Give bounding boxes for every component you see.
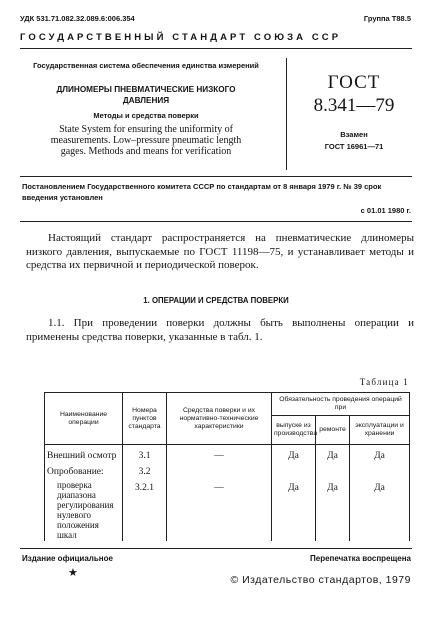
table-caption: Таблица 1 xyxy=(359,377,409,387)
star-mark: ★ xyxy=(68,567,78,579)
header-clause: Номера пунктов стандарта xyxy=(123,393,167,445)
header-operation: эксплуатации и хранении xyxy=(350,416,410,445)
decree-rule-bottom xyxy=(20,221,412,222)
header-name: Наименование операции xyxy=(45,393,123,445)
gost-label: ГОСТ xyxy=(327,72,381,93)
table-row xyxy=(45,479,410,541)
cell-repair: Да xyxy=(316,479,350,541)
cell-clause: 3.2 xyxy=(123,463,167,479)
decree-date: с 01.01 1980 г. xyxy=(360,206,411,215)
cell-repair xyxy=(316,463,350,479)
cell-means: — xyxy=(167,479,272,541)
header-mandatory: Обязательность проведения операций при xyxy=(272,393,410,416)
replaces-standard: ГОСТ 16961—71 xyxy=(324,142,384,151)
decree-text: Постановлением Государственного комитета СССР по стандартам от 8 января 1979 г. № 39 срок введения установлен xyxy=(22,182,382,202)
udc-code: УДК 531.71.082.32.089.6:006.354 xyxy=(20,14,135,23)
cell-means: — xyxy=(167,445,272,464)
group-code: Группа Т88.5 xyxy=(363,14,411,23)
cell-name: Внешний осмотр xyxy=(45,445,123,464)
header-repair: ремонте xyxy=(316,416,350,445)
gost-number: 8.341—79 xyxy=(313,95,395,116)
title-divider xyxy=(286,58,287,170)
cell-clause: 3.2.1 xyxy=(123,479,167,541)
cell-release xyxy=(272,463,316,479)
replaces-label: Взамен xyxy=(340,130,368,139)
cell-operation xyxy=(350,463,410,479)
english-title: State System for ensuring the uniformity of measurements. Low–pressure pneumatic length gages. Methods and means for verification xyxy=(50,124,242,157)
cell-release: Да xyxy=(272,445,316,464)
section-paragraph: 1.1. При проведении поверки должны быть выполнены операции и применены средства поверки, указанные в табл. 1. xyxy=(26,317,414,343)
cell-repair: Да xyxy=(316,445,350,464)
cell-clause: 3.1 xyxy=(123,445,167,464)
standard-banner: ГОСУДАРСТВЕННЫЙ СТАНДАРТ СОЮЗА ССР xyxy=(20,32,342,43)
reprint-notice: Перепечатка воспрещена xyxy=(310,554,411,563)
document-title: ДЛИНОМЕРЫ ПНЕВМАТИЧЕСКИЕ НИЗКОГО ДАВЛЕНИЯ xyxy=(56,85,236,105)
cell-operation: Да xyxy=(350,445,410,464)
operations-table xyxy=(44,392,410,541)
section-heading: 1. ОПЕРАЦИИ И СРЕДСТВА ПОВЕРКИ xyxy=(143,296,289,305)
banner-rule xyxy=(20,48,412,49)
table-row xyxy=(45,463,410,479)
header-means: Средства поверки и их нормативно-технические характеристики xyxy=(167,393,272,445)
cell-operation: Да xyxy=(350,479,410,541)
intro-paragraph: Настоящий стандарт распространяется на пневматические длиномеры низкого давления, выпускаемые по ГОСТ 11198—75, и устанавливает методы и средства их первичной и периодической поверок. xyxy=(26,232,414,271)
decree-rule-top xyxy=(20,176,412,177)
footer-rule xyxy=(20,548,412,549)
cell-release: Да xyxy=(272,479,316,541)
cell-name: Опробование: xyxy=(45,463,123,479)
cell-name: проверка диапазона регулирования нулевого положения шкал xyxy=(45,479,123,541)
copyright: © Издательство стандартов, 1979 xyxy=(230,574,411,586)
system-title: Государственная система обеспечения единства измерений xyxy=(33,61,259,70)
document-subtitle: Методы и средства поверки xyxy=(93,111,199,120)
official-edition: Издание официальное xyxy=(22,554,113,563)
table-row xyxy=(45,445,410,464)
cell-means xyxy=(167,463,272,479)
header-release: выпуске из производства xyxy=(272,416,316,445)
